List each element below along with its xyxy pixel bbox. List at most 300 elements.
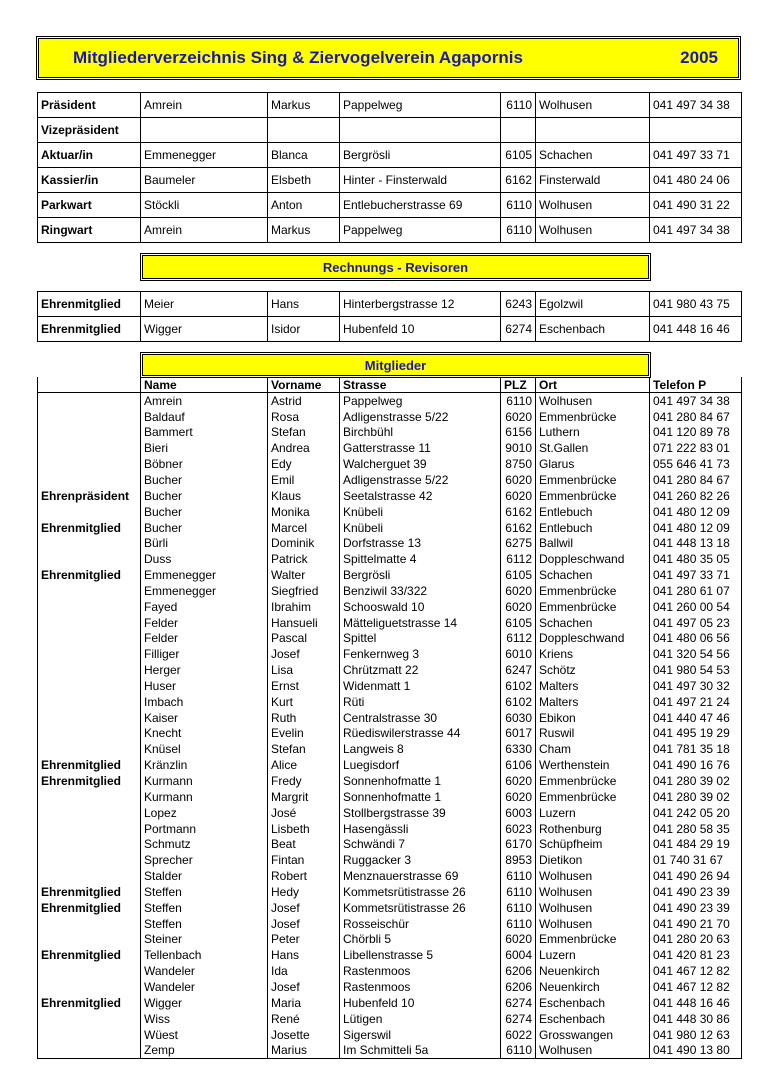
member-row <box>38 947 742 963</box>
strasse-cell: Hubenfeld 10 <box>340 995 501 1011</box>
strasse-cell: Rosseischür <box>340 916 501 932</box>
vorname-cell: Hans <box>268 292 340 317</box>
ort-cell: Ebikon <box>536 710 650 726</box>
vorname-cell: Blanca <box>268 143 340 168</box>
name-cell: Tellenbach <box>141 947 268 963</box>
vorname-cell: Peter <box>268 932 340 948</box>
ort-cell: Wolhusen <box>536 868 650 884</box>
ort-cell: Neuenkirch <box>536 979 650 995</box>
name-cell: Amrein <box>141 93 268 118</box>
telefon-cell: 041 480 35 05 <box>650 551 742 567</box>
member-row <box>38 773 742 789</box>
plz-cell: 6162 <box>501 520 536 536</box>
revisoren-banner <box>140 253 651 281</box>
telefon-cell: 041 490 21 70 <box>650 916 742 932</box>
ort-cell: Ruswil <box>536 726 650 742</box>
telefon-cell: 041 242 05 20 <box>650 805 742 821</box>
telefon-cell: 041 497 33 71 <box>650 567 742 583</box>
name-cell: Bucher <box>141 504 268 520</box>
telefon-cell: 041 497 34 38 <box>650 393 742 409</box>
plz-cell: 6106 <box>501 757 536 773</box>
strasse-cell: Walcherguet 39 <box>340 456 501 472</box>
telefon-cell: 041 448 13 18 <box>650 535 742 551</box>
member-row <box>38 583 742 599</box>
ort-cell: Entlebuch <box>536 504 650 520</box>
vorname-cell: Pascal <box>268 631 340 647</box>
name-cell: Herger <box>141 662 268 678</box>
plz-cell: 6162 <box>501 168 536 193</box>
ort-cell: Luzern <box>536 805 650 821</box>
role-cell: Ehrenmitglied <box>38 567 141 583</box>
strasse-cell: Dorfstrasse 13 <box>340 535 501 551</box>
role-cell <box>38 932 141 948</box>
vorname-cell: Rosa <box>268 409 340 425</box>
member-row <box>38 789 742 805</box>
vorname-cell: Dominik <box>268 535 340 551</box>
vorname-cell: René <box>268 1011 340 1027</box>
name-cell: Emmenegger <box>141 143 268 168</box>
vorname-cell: Margrit <box>268 789 340 805</box>
role-cell <box>38 440 141 456</box>
strasse-cell: Spittel <box>340 631 501 647</box>
plz-cell: 6275 <box>501 535 536 551</box>
telefon-cell: 041 280 39 02 <box>650 773 742 789</box>
ehrenmitglieder-table <box>37 291 742 342</box>
telefon-cell: 041 497 34 38 <box>650 218 742 243</box>
vorname-cell: Kurt <box>268 694 340 710</box>
revisoren-title: Rechnungs - Revisoren <box>322 259 469 275</box>
strasse-cell: Menznauerstrasse 69 <box>340 868 501 884</box>
plz-cell: 6017 <box>501 726 536 742</box>
vorname-cell: Marcel <box>268 520 340 536</box>
plz-cell: 6110 <box>501 218 536 243</box>
role-cell: Ehrenmitglied <box>38 292 141 317</box>
plz-cell: 6020 <box>501 583 536 599</box>
name-cell: Wigger <box>141 995 268 1011</box>
member-row <box>38 757 742 773</box>
role-cell: Vizepräsident <box>38 118 141 143</box>
page-year: 2005 <box>680 48 718 67</box>
ort-cell: Luzern <box>536 947 650 963</box>
ort-cell: Cham <box>536 741 650 757</box>
member-row <box>38 599 742 615</box>
member-row <box>38 488 742 504</box>
ort-cell: Malters <box>536 678 650 694</box>
plz-cell: 6020 <box>501 472 536 488</box>
member-row <box>38 631 742 647</box>
ort-cell: Schachen <box>536 615 650 631</box>
vorname-cell: Klaus <box>268 488 340 504</box>
vorname-cell: Fredy <box>268 773 340 789</box>
officer-row <box>38 93 742 118</box>
plz-cell: 6110 <box>501 393 536 409</box>
role-cell: Ehrenmitglied <box>38 884 141 900</box>
telefon-cell: 041 280 39 02 <box>650 789 742 805</box>
strasse-cell: Schwändi 7 <box>340 836 501 852</box>
role-cell <box>38 1042 141 1058</box>
strasse-cell: Rastenmoos <box>340 963 501 979</box>
members-table <box>37 377 742 1059</box>
strasse-cell: Pappelweg <box>340 393 501 409</box>
name-cell: Emmenegger <box>141 583 268 599</box>
plz-cell: 6020 <box>501 488 536 504</box>
member-row <box>38 710 742 726</box>
ort-cell: Emmenbrücke <box>536 488 650 504</box>
name-cell: Bieri <box>141 440 268 456</box>
strasse-cell: Sonnenhofmatte 1 <box>340 789 501 805</box>
ort-cell: Wolhusen <box>536 93 650 118</box>
vorname-cell: Beat <box>268 836 340 852</box>
ort-cell <box>536 118 650 143</box>
member-row <box>38 551 742 567</box>
strasse-cell: Kommetsrütistrasse 26 <box>340 900 501 916</box>
member-row <box>38 995 742 1011</box>
role-cell <box>38 963 141 979</box>
telefon-cell: 041 480 12 09 <box>650 520 742 536</box>
strasse-cell: Knübeli <box>340 520 501 536</box>
vorname-cell: Stefan <box>268 741 340 757</box>
role-cell <box>38 710 141 726</box>
telefon-cell: 041 490 31 22 <box>650 193 742 218</box>
vorname-cell: Ruth <box>268 710 340 726</box>
strasse-cell: Ruggacker 3 <box>340 852 501 868</box>
ort-cell: Doppleschwand <box>536 631 650 647</box>
role-cell <box>38 1027 141 1043</box>
role-cell <box>38 836 141 852</box>
role-cell <box>38 583 141 599</box>
title-banner <box>36 36 741 80</box>
vorname-cell: Markus <box>268 218 340 243</box>
header-telefon: Telefon P <box>650 377 742 393</box>
vorname-cell: Maria <box>268 995 340 1011</box>
plz-cell: 6105 <box>501 143 536 168</box>
ort-cell: Emmenbrücke <box>536 932 650 948</box>
name-cell: Sprecher <box>141 852 268 868</box>
vorname-cell: Elsbeth <box>268 168 340 193</box>
telefon-cell: 041 280 84 67 <box>650 472 742 488</box>
member-row <box>38 741 742 757</box>
plz-cell: 6102 <box>501 678 536 694</box>
plz-cell: 6022 <box>501 1027 536 1043</box>
vorname-cell: Ibrahim <box>268 599 340 615</box>
member-row <box>38 646 742 662</box>
name-cell: Emmenegger <box>141 567 268 583</box>
ort-cell: Emmenbrücke <box>536 599 650 615</box>
plz-cell: 6110 <box>501 916 536 932</box>
vorname-cell: José <box>268 805 340 821</box>
name-cell: Wandeler <box>141 979 268 995</box>
plz-cell: 6030 <box>501 710 536 726</box>
plz-cell: 6003 <box>501 805 536 821</box>
member-row <box>38 868 742 884</box>
plz-cell: 6156 <box>501 425 536 441</box>
vorname-cell: Ernst <box>268 678 340 694</box>
name-cell: Bucher <box>141 488 268 504</box>
name-cell: Bucher <box>141 520 268 536</box>
strasse-cell: Fenkernweg 3 <box>340 646 501 662</box>
member-row <box>38 504 742 520</box>
role-cell: Parkwart <box>38 193 141 218</box>
member-row <box>38 567 742 583</box>
role-cell <box>38 409 141 425</box>
plz-cell: 6162 <box>501 504 536 520</box>
telefon-cell: 041 490 23 39 <box>650 900 742 916</box>
plz-cell: 6010 <box>501 646 536 662</box>
strasse-cell: Stollbergstrasse 39 <box>340 805 501 821</box>
member-row <box>38 678 742 694</box>
header-plz: PLZ <box>501 377 536 393</box>
plz-cell: 6274 <box>501 1011 536 1027</box>
name-cell: Filliger <box>141 646 268 662</box>
strasse-cell: Rüti <box>340 694 501 710</box>
member-row <box>38 900 742 916</box>
vorname-cell <box>268 118 340 143</box>
telefon-cell: 041 480 24 06 <box>650 168 742 193</box>
name-cell: Steffen <box>141 884 268 900</box>
member-row <box>38 615 742 631</box>
ehren-row <box>38 292 742 317</box>
strasse-cell: Bergrösli <box>340 143 501 168</box>
vorname-cell: Isidor <box>268 317 340 342</box>
strasse-cell: Im Schmitteli 5a <box>340 1042 501 1058</box>
plz-cell: 6102 <box>501 694 536 710</box>
role-cell: Ehrenpräsident <box>38 488 141 504</box>
plz-cell: 6020 <box>501 409 536 425</box>
strasse-cell: Luegisdorf <box>340 757 501 773</box>
plz-cell: 6112 <box>501 551 536 567</box>
plz-cell: 6110 <box>501 93 536 118</box>
ort-cell: Wolhusen <box>536 393 650 409</box>
plz-cell: 6274 <box>501 317 536 342</box>
member-row <box>38 409 742 425</box>
page-title: Mitgliederverzeichnis Sing & Ziervogelverein Agapornis <box>73 48 523 67</box>
vorname-cell: Alice <box>268 757 340 773</box>
member-row <box>38 963 742 979</box>
vorname-cell: Lisbeth <box>268 821 340 837</box>
role-cell <box>38 599 141 615</box>
name-cell: Imbach <box>141 694 268 710</box>
role-cell: Ehrenmitglied <box>38 995 141 1011</box>
vorname-cell: Hedy <box>268 884 340 900</box>
name-cell: Schmutz <box>141 836 268 852</box>
name-cell: Baumeler <box>141 168 268 193</box>
member-row <box>38 694 742 710</box>
telefon-cell: 041 980 12 63 <box>650 1027 742 1043</box>
strasse-cell: Sigerswil <box>340 1027 501 1043</box>
role-cell <box>38 456 141 472</box>
strasse-cell: Adligenstrasse 5/22 <box>340 472 501 488</box>
name-cell: Duss <box>141 551 268 567</box>
telefon-cell: 041 467 12 82 <box>650 963 742 979</box>
name-cell: Amrein <box>141 218 268 243</box>
strasse-cell: Birchbühl <box>340 425 501 441</box>
name-cell: Steiner <box>141 932 268 948</box>
plz-cell: 8953 <box>501 852 536 868</box>
member-row <box>38 805 742 821</box>
vorname-cell: Anton <box>268 193 340 218</box>
vorname-cell: Emil <box>268 472 340 488</box>
telefon-cell: 041 497 05 23 <box>650 615 742 631</box>
strasse-cell: Entlebucherstrasse 69 <box>340 193 501 218</box>
plz-cell <box>501 118 536 143</box>
role-cell: Aktuar/in <box>38 143 141 168</box>
header-vorname: Vorname <box>268 377 340 393</box>
strasse-cell: Rastenmoos <box>340 979 501 995</box>
telefon-cell: 041 280 58 35 <box>650 821 742 837</box>
role-cell <box>38 425 141 441</box>
strasse-cell: Hubenfeld 10 <box>340 317 501 342</box>
name-cell: Bürli <box>141 535 268 551</box>
ort-cell: Entlebuch <box>536 520 650 536</box>
role-cell: Ehrenmitglied <box>38 757 141 773</box>
vorname-cell: Josef <box>268 900 340 916</box>
ort-cell: Luthern <box>536 425 650 441</box>
name-cell: Amrein <box>141 393 268 409</box>
role-cell <box>38 726 141 742</box>
role-cell <box>38 631 141 647</box>
member-row <box>38 1027 742 1043</box>
vorname-cell: Josef <box>268 646 340 662</box>
plz-cell: 6020 <box>501 599 536 615</box>
name-cell: Bammert <box>141 425 268 441</box>
telefon-cell: 041 781 35 18 <box>650 741 742 757</box>
plz-cell: 6330 <box>501 741 536 757</box>
telefon-cell: 041 484 29 19 <box>650 836 742 852</box>
role-cell <box>38 916 141 932</box>
vorname-cell: Josef <box>268 916 340 932</box>
role-cell <box>38 615 141 631</box>
plz-cell: 6110 <box>501 900 536 916</box>
vorname-cell: Fintan <box>268 852 340 868</box>
ort-cell: Werthenstein <box>536 757 650 773</box>
name-cell: Kurmann <box>141 789 268 805</box>
role-cell: Ehrenmitglied <box>38 773 141 789</box>
ort-cell: Schüpfheim <box>536 836 650 852</box>
officer-row <box>38 143 742 168</box>
plz-cell: 6110 <box>501 868 536 884</box>
strasse-cell: Centralstrasse 30 <box>340 710 501 726</box>
telefon-cell: 041 497 30 32 <box>650 678 742 694</box>
role-cell <box>38 662 141 678</box>
name-cell: Stöckli <box>141 193 268 218</box>
telefon-cell: 041 490 16 76 <box>650 757 742 773</box>
role-cell <box>38 805 141 821</box>
vorname-cell: Hans <box>268 947 340 963</box>
role-cell: Kassier/in <box>38 168 141 193</box>
vorname-cell: Robert <box>268 868 340 884</box>
members-title: Mitglieder <box>364 357 427 373</box>
telefon-cell: 041 497 33 71 <box>650 143 742 168</box>
header-ort: Ort <box>536 377 650 393</box>
telefon-cell: 041 120 89 78 <box>650 425 742 441</box>
telefon-cell: 041 497 21 24 <box>650 694 742 710</box>
member-row <box>38 662 742 678</box>
vorname-cell: Josef <box>268 979 340 995</box>
name-cell: Baldauf <box>141 409 268 425</box>
strasse-cell: Widenmatt 1 <box>340 678 501 694</box>
telefon-cell: 041 420 81 23 <box>650 947 742 963</box>
ort-cell: Eschenbach <box>536 1011 650 1027</box>
telefon-cell: 041 490 23 39 <box>650 884 742 900</box>
ort-cell: Grosswangen <box>536 1027 650 1043</box>
role-cell: Ehrenmitglied <box>38 900 141 916</box>
role-cell: Ehrenmitglied <box>38 520 141 536</box>
member-row <box>38 932 742 948</box>
vorname-cell: Edy <box>268 456 340 472</box>
role-cell <box>38 1011 141 1027</box>
plz-cell: 9010 <box>501 440 536 456</box>
member-row <box>38 1011 742 1027</box>
telefon-cell: 041 280 20 63 <box>650 932 742 948</box>
ort-cell: Wolhusen <box>536 884 650 900</box>
name-cell: Huser <box>141 678 268 694</box>
telefon-cell: 041 980 43 75 <box>650 292 742 317</box>
name-cell: Wigger <box>141 317 268 342</box>
ort-cell: Wolhusen <box>536 1042 650 1058</box>
plz-cell: 6170 <box>501 836 536 852</box>
ort-cell: Dietikon <box>536 852 650 868</box>
telefon-cell: 041 280 61 07 <box>650 583 742 599</box>
name-cell: Böbner <box>141 456 268 472</box>
telefon-cell: 041 440 47 46 <box>650 710 742 726</box>
strasse-cell: Kommetsrütistrasse 26 <box>340 884 501 900</box>
role-cell <box>38 868 141 884</box>
strasse-cell: Hinterbergstrasse 12 <box>340 292 501 317</box>
vorname-cell: Walter <box>268 567 340 583</box>
telefon-cell: 041 497 34 38 <box>650 93 742 118</box>
name-cell: Steffen <box>141 916 268 932</box>
plz-cell: 6110 <box>501 193 536 218</box>
plz-cell: 6110 <box>501 884 536 900</box>
name-cell: Steffen <box>141 900 268 916</box>
ort-cell: Schachen <box>536 143 650 168</box>
ort-cell: Rothenburg <box>536 821 650 837</box>
role-cell <box>38 694 141 710</box>
ort-cell: Eschenbach <box>536 317 650 342</box>
vorname-cell: Markus <box>268 93 340 118</box>
name-cell: Wandeler <box>141 963 268 979</box>
vorname-cell: Astrid <box>268 393 340 409</box>
ort-cell: Emmenbrücke <box>536 583 650 599</box>
ort-cell: Kriens <box>536 646 650 662</box>
ort-cell: Schachen <box>536 567 650 583</box>
strasse-cell: Hinter - Finsterwald <box>340 168 501 193</box>
telefon-cell: 041 260 82 26 <box>650 488 742 504</box>
vorname-cell: Monika <box>268 504 340 520</box>
name-cell: Knecht <box>141 726 268 742</box>
role-cell <box>38 535 141 551</box>
strasse-cell: Seetalstrasse 42 <box>340 488 501 504</box>
member-row <box>38 821 742 837</box>
officer-row <box>38 118 742 143</box>
ort-cell: St.Gallen <box>536 440 650 456</box>
telefon-cell: 041 320 54 56 <box>650 646 742 662</box>
name-cell: Stalder <box>141 868 268 884</box>
member-row <box>38 916 742 932</box>
header-strasse: Strasse <box>340 377 501 393</box>
telefon-cell: 041 980 54 53 <box>650 662 742 678</box>
ort-cell: Wolhusen <box>536 218 650 243</box>
role-cell: Präsident <box>38 93 141 118</box>
ort-cell: Finsterwald <box>536 168 650 193</box>
telefon-cell: 041 480 12 09 <box>650 504 742 520</box>
role-cell <box>38 393 141 409</box>
telefon-cell: 055 646 41 73 <box>650 456 742 472</box>
strasse-cell: Rüediswilerstrasse 44 <box>340 726 501 742</box>
name-cell: Zemp <box>141 1042 268 1058</box>
role-cell: Ehrenmitglied <box>38 947 141 963</box>
plz-cell: 6206 <box>501 979 536 995</box>
